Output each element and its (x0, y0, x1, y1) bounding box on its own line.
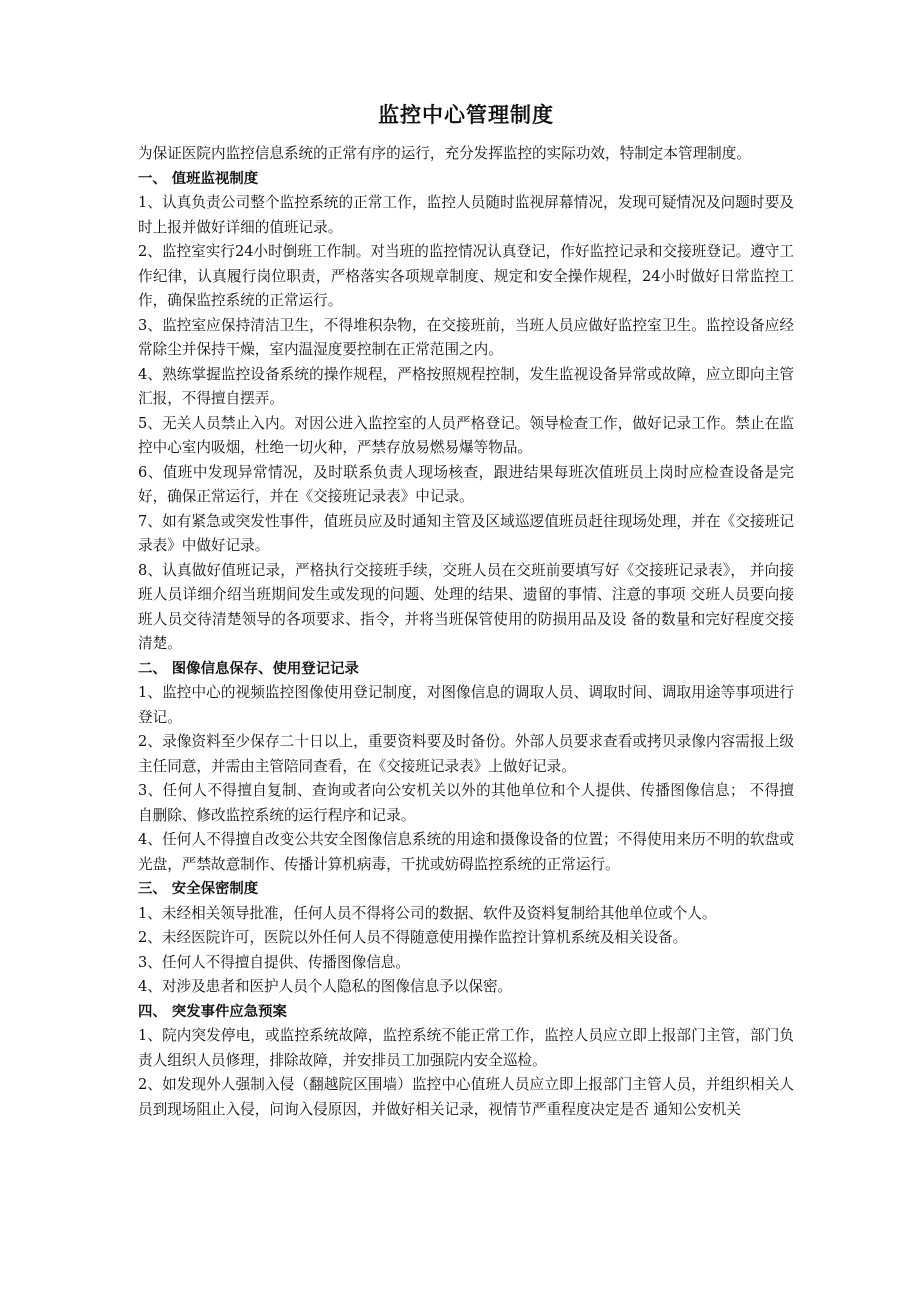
list-item: 1、认真负责公司整个监控系统的正常工作，监控人员随时监视屏幕情况，发现可疑情况及问题时要及时上报并做好详细的值班记录。 (138, 194, 794, 236)
list-item: 2、录像资料至少保存二十日以上，重要资料要及时备份。外部人员要求查看或拷贝录像内容需报上级主任同意，并需由主管陪同查看，在《交接班记录表》上做好记录。 (138, 733, 794, 775)
list-item: 2、未经医院许可，医院以外任何人员不得随意使用操作监控计算机系统及相关设备。 (138, 929, 688, 946)
list-item: 1、院内突发停电，或监控系统故障，监控系统不能正常工作，监控人员应立即上报部门主管，部门负责人组织人员修理，排除故障，并安排员工加强院内安全巡检。 (138, 1027, 794, 1069)
list-item: 4、对涉及患者和医护人员个人隐私的图像信息予以保密。 (138, 978, 513, 995)
list-item: 3、任何人不得擅自提供、传播图像信息。 (138, 953, 410, 971)
list-item: 7、如有紧急或突发性事件，值班员应及时通知主管及区域巡逻值班员赶往现场处理，并在《交接班记录表》中做好记录。 (138, 512, 794, 554)
section-heading: 二、 图像信息保存、使用登记记录 (138, 660, 359, 677)
section-image-records (138, 657, 794, 878)
list-item: 5、无关人员禁止入内。对因公进入监控室的人员严格登记。领导检查工作，做好记录工作。禁止在监控中心室内吸烟，杜绝一切火种，严禁存放易燃易爆等物品。 (138, 414, 794, 456)
list-item: 2、监控室实行24小时倒班工作制。对当班的监控情况认真登记，作好监控记录和交接班登记。遵守工作纪律，认真履行岗位职责，严格落实各项规章制度、规定和安全操作规程，24小时做好日常监控工作，确保监控系统的正常运行。 (138, 243, 794, 309)
list-item: 8、认真做好值班记录，严格执行交接班手续，交班人员在交班前要填写好《交接班记录表》， 并向接班人员详细介绍当班期间发生或发现的问题、处理的结果、遗留的事情、注意的事项 交班人员要向接班人员交待清楚领导的各项要求、指令，并将当班保管使用的防损用品及设 备的数量和完好程度交接清楚。 (138, 561, 794, 652)
section-heading: 四、 突发事件应急预案 (138, 1003, 287, 1020)
document-page (138, 100, 794, 1122)
list-item: 3、任何人不得擅自复制、查询或者向公安机关以外的其他单位和个人提供、传播图像信息； 不得擅自删除、修改监控系统的运行程序和记录。 (138, 782, 794, 824)
list-item: 4、任何人不得擅自改变公共安全图像信息系统的用途和摄像设备的位置；不得使用来历不明的软盘或光盘，严禁故意制作、传播计算机病毒，干扰或妨碍监控系统的正常运行。 (138, 831, 794, 873)
intro-paragraph: 为保证医院内监控信息系统的正常有序的运行，充分发挥监控的实际功效，特制定本管理制度。 (138, 145, 751, 162)
document-title: 监控中心管理制度 (378, 102, 554, 127)
list-item: 6、值班中发现异常情况，及时联系负责人现场核查，跟进结果每班次值班员上岗时应检查设备是完好，确保正常运行，并在《交接班记录表》中记录。 (138, 463, 794, 505)
list-item: 2、如发现外人强制入侵（翻越院区围墙）监控中心值班人员应立即上报部门主管人员，并组织相关人员到现场阻止入侵，问询入侵原因，并做好相关记录，视情节严重程度决定是否 通知公安机关 (138, 1076, 794, 1118)
section-emergency-plan (138, 1000, 794, 1123)
list-item: 1、监控中心的视频监控图像使用登记制度，对图像信息的调取人员、调取时间、调取用途等事项进行登记。 (138, 684, 794, 726)
list-item: 1、未经相关领导批准，任何人员不得将公司的数据、软件及资料复制给其他单位或个人。 (138, 904, 717, 922)
section-duty-monitoring (138, 167, 794, 657)
list-item: 4、熟练掌握监控设备系统的操作规程，严格按照规程控制，发生监视设备异常或故障，应立即向主管汇报，不得擅自摆弄。 (138, 365, 794, 407)
section-heading: 一、 值班监视制度 (138, 170, 259, 187)
section-confidentiality (138, 877, 794, 1000)
section-heading: 三、 安全保密制度 (138, 881, 259, 897)
list-item: 3、监控室应保持清洁卫生，不得堆积杂物，在交接班前，当班人员应做好监控室卫生。监控设备应经常除尘并保持干燥，室内温湿度要控制在正常范围之内。 (138, 316, 794, 358)
